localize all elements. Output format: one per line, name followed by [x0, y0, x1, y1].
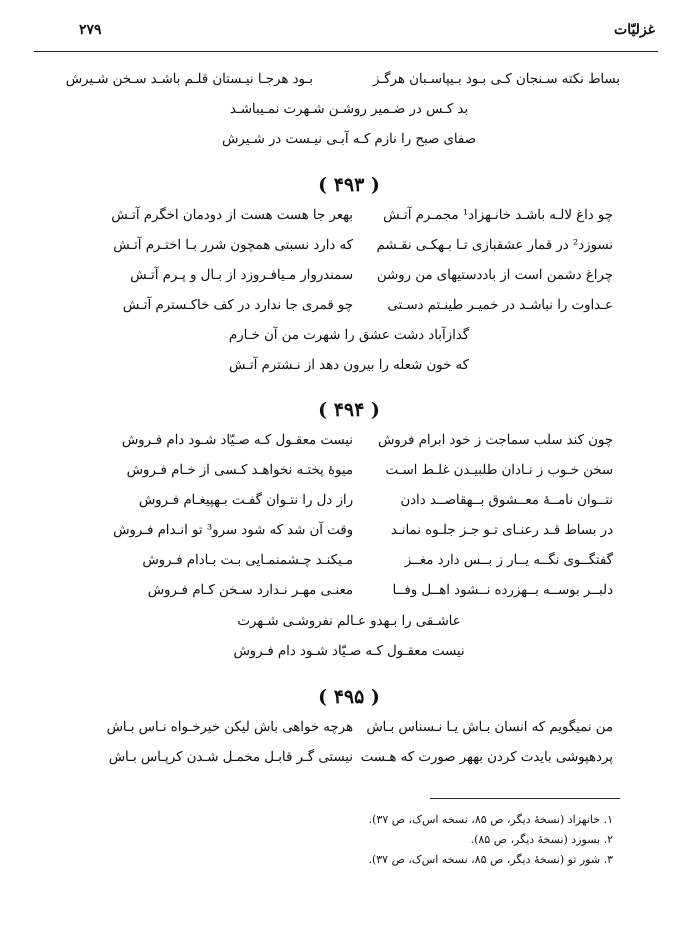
verse-hemistich: دلبــر بوســه بــهزرده نــشود اهــل وفــا: [392, 583, 613, 598]
verse-hemistich: پردهپوشی بایدت کردن بههر صورت که هـست: [360, 750, 613, 765]
verse-hemistich: سمندروار مـیافـروزد از بـال و پـرم آتـش: [130, 268, 353, 283]
verse-hemistich: عـداوت را نباشـد در خمیـر طینـتم دسـتی: [387, 298, 613, 313]
verse-hemistich: من نمیگویم که انسان بـاش یـا نـسناس بـاش: [366, 720, 613, 735]
verse-hemistich: میوۀ پختـه نخواهـد کـسی از خـام فـروش: [126, 463, 353, 478]
verse-hemistich: بـود هرجـا نیـستان قلـم باشـد سـخن شـیرش: [65, 72, 313, 87]
verse-hemistich: گفتگــوی نگــه یــار ز بــس دارد مغــز: [404, 553, 613, 568]
footnote: ۳. شور تو (نسخۀ دیگر، ص ۸۵، نسخه اس‌ک، ص ۳۷).: [368, 853, 613, 866]
verse-hemistich: مـیکنـد چـشمنمـایی بـت بـادام فـروش: [142, 553, 353, 568]
header-rule: [34, 51, 658, 52]
verse-hemistich: چو داغ لالـه باشـد خانـهزاد¹ مجمـرم آتـش: [383, 208, 613, 223]
verse-hemistich: که دارد نسبتی همچون شرر بـا اختـرم آتـش: [113, 238, 353, 253]
verse-hemistich: چراغ دشمن است از باددستیهای من روشن: [376, 268, 613, 283]
verse-hemistich: نسوزد² در قمار عشقبازی تـا بـهکـی نقـشم: [376, 238, 613, 253]
closing-hemistich: بد کـس در ضـمیر روشـن شـهرت نمـیباشـد: [229, 102, 469, 117]
footnote: ۱. خانهزاد (نسخۀ دیگر، ص ۸۵، نسخه اس‌ک، ص ۳۷).: [368, 813, 613, 826]
verse-hemistich: چون کند سلب سماجت ز خود ابرام فروش: [378, 433, 613, 448]
closing-hemistich: صفای صبح را نازم کـه آبـی نیـست در شـیرش: [222, 132, 476, 147]
footnote-rule: [430, 798, 620, 799]
footnote: ۲. بسوزد (نسخۀ دیگر، ص ۸۵).: [470, 833, 613, 846]
verse-hemistich: نیستی گـر قابـل مخمـل شـدن کرپـاس بـاش: [108, 750, 353, 765]
verse-hemistich: بهعر جا هست هست از دودمان اخگرم آتـش: [111, 208, 353, 223]
verse-hemistich: نتــوان نامــۀ معــشوق بــهقاصــد دادن: [400, 493, 613, 508]
verse-hemistich: معنـی مهـر نـدارد سـخن کـام فـروش: [147, 583, 353, 598]
poem-number: ( ۴۹۳ ): [318, 174, 380, 196]
closing-hemistich: که خون شعله را بیرون دهد از نـشترم آتـش: [229, 358, 469, 373]
poem-number: ( ۴۹۵ ): [318, 686, 380, 708]
verse-hemistich: وقت آن شد که شود سرو³ تو انـدام فـروش: [113, 523, 353, 538]
verse-hemistich: چو قمری جا ندارد در کف خاکـسترم آتـش: [122, 298, 353, 313]
closing-hemistich: نیست معقـول کـه صـیّاد شـود دام فـروش: [233, 644, 465, 659]
verse-hemistich: بساط نکته سـنجان کـی بـود بـیپاسـبان هرگـز: [372, 72, 620, 87]
poem-number: ( ۴۹۴ ): [318, 399, 380, 421]
verse-hemistich: راز دل را نتـوان گفـت بـهپیغـام فـروش: [138, 493, 353, 508]
verse-hemistich: هرچه خواهی باش لیکن خیرخـواه نـاس بـاش: [106, 720, 353, 735]
closing-hemistich: عاشـقی را بـهدو عـالم نفروشـی شـهرت: [237, 614, 461, 629]
verse-hemistich: سخن خـوب ز نـادان طلبیـدن غلـط اسـت: [385, 463, 613, 478]
verse-hemistich: در بساط قـد رعنـای تـو جـز جلـوه نمانـد: [390, 523, 613, 538]
verse-hemistich: نیست معقـول کـه صـیّاد شـود دام فـروش: [121, 433, 353, 448]
closing-hemistich: گدازآباد دشت عشق را شهرت من آن خـارم: [228, 328, 470, 343]
running-header-title: غزلیّات: [614, 22, 655, 38]
page-number: ۲۷۹: [79, 22, 102, 38]
